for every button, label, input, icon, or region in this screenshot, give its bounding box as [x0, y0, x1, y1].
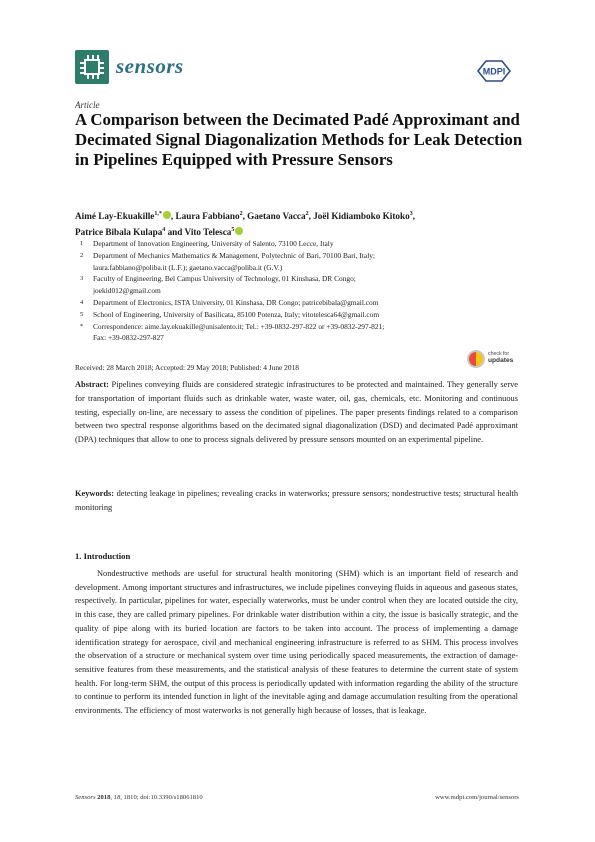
keywords-text: detecting leakage in pipelines; revealing cracks in waterworks; pressure sensors; nondestructive tests; structural health monitoring — [75, 489, 519, 512]
affiliation-line: joekid012@gmail.com — [93, 286, 161, 296]
affiliation-number: 1 — [80, 240, 84, 247]
affiliation-item — [75, 273, 525, 297]
mdpi-logo-text: MDPI — [482, 66, 506, 77]
author-affiliation-mark: 1,* — [154, 211, 162, 217]
check-for-updates-button[interactable] — [467, 349, 521, 371]
affiliation-number: 4 — [80, 299, 84, 306]
check-updates-line1: check for — [488, 351, 510, 357]
affiliation-text — [93, 238, 523, 250]
author-separator: and — [165, 227, 185, 238]
keywords-label: Keywords: — [75, 489, 115, 498]
affiliation-line: Department of Mechanics Mathematics & Management, Polytechnic of Bari, 70100 Bari, Italy; — [93, 250, 375, 260]
author-separator: , — [308, 211, 314, 222]
footer-url[interactable]: www.mdpi.com/journal/sensors — [435, 794, 519, 801]
affiliation-item — [75, 309, 525, 321]
affiliation-line: Fax: +39-0832-297-827 — [93, 333, 164, 343]
journal-name[interactable]: sensors — [116, 54, 184, 78]
affiliation-item — [75, 238, 525, 250]
affiliation-item — [75, 250, 525, 274]
footer-citation: Sensors 2018, 18, 1810; doi:10.3390/s18061810 — [75, 794, 203, 801]
check-updates-icon — [467, 350, 485, 368]
affiliation-number: * — [80, 322, 84, 330]
abstract — [75, 378, 518, 447]
author-separator: , — [170, 211, 176, 222]
section-heading: 1. Introduction — [75, 551, 131, 561]
abstract-label: Abstract: — [75, 380, 109, 389]
affiliation-line: School of Engineering, University of Basilicata, 85100 Potenza, Italy; vitotelesca64@gmail.com — [93, 309, 380, 319]
affiliation-line: Department of Innovation Engineering, University of Salento, 73100 Lecce, Italy — [93, 239, 334, 248]
keywords — [75, 487, 518, 515]
orcid-icon[interactable] — [163, 211, 171, 219]
author-list — [75, 207, 525, 239]
affiliation-line: laura.fabbiano@poliba.it (L.F.); gaetano.vacca@poliba.it (G.V.) — [93, 262, 283, 272]
affiliation-text — [93, 297, 523, 309]
publication-dates: Received: 28 March 2018; Accepted: 29 May 2018; Published: 4 June 2018 — [75, 363, 299, 372]
author-name: Aimé Lay-Ekuakille — [75, 211, 155, 222]
orcid-icon[interactable] — [235, 227, 243, 235]
affiliation-text — [93, 250, 523, 274]
affiliation-number: 3 — [80, 275, 84, 283]
affiliation-text — [93, 321, 523, 345]
author-affiliation-mark: 2 — [239, 211, 243, 217]
author-affiliation-mark: 2 — [305, 211, 309, 217]
author-name: Joël Kidiamboko Kitoko — [313, 211, 410, 222]
article-title: A Comparison between the Decimated Padé Approximant and Decimated Signal Diagonalization Methods for Leak Detection in Pipelines Equipped with Pressure Sensors — [75, 110, 523, 169]
affiliation-number: 5 — [80, 310, 84, 318]
check-updates-line2: updates — [488, 357, 514, 364]
article-type: Article — [75, 100, 100, 110]
affiliation-item — [75, 297, 525, 309]
author-affiliation-mark: 3 — [409, 211, 413, 217]
affiliation-line: Faculty of Engineering, Bel Campus University of Technology, 01 Kinshasa, DR Congo; — [93, 274, 356, 284]
affiliation-text — [93, 273, 523, 297]
introduction-paragraph: Nondestructive methods are useful for structural health monitoring (SHM) which is an important field of research and development. Among important structures and infrastructures, we include pipelines conveying fluids in aqueous and gaseous states, respectively. In particular, pipelines for water, especially waterworks, must be under control when they are located outside the city, in this case, they are called primary pipelines. For drinkable water distribution within a city, the issue is basically strategic, and the quality of pipe along with its buried location are factors to be taken into account. The process of implementing a damage identification strategy for aerospace, civil and mechanical engineering infrastructure is referred to as SHM. This process involves the observation of a structure or mechanical system over time using periodically spaced measurements, the extraction of damage-sensitive features from these measurements, and the statistical analysis of these features to determine the current state of system health. For long-term SHM, the output of this process is periodically updated with information regarding the ability of the structure to continue to perform its intended function in light of the inevitable aging and damage accumulation resulting from the operational environments. The efficiency of most waterworks is not generally high because of losses, that is leakage. — [75, 569, 518, 716]
author-name: Vito Telesca — [184, 227, 232, 238]
author-affiliation-mark: 4 — [162, 227, 166, 234]
author-name: Patrice Bibala Kulapa — [75, 227, 163, 238]
author-affiliation-mark: 5 — [231, 227, 235, 234]
footer-doi: , 1810; doi:10.3390/s18061810 — [120, 794, 203, 801]
abstract-text: Pipelines conveying fluids are considered strategic infrastructures to be protected and maintained. They generally serve for transportation of important fluids such as drinkable water, waste water, oil, gas, chemicals, etc. Monitoring and continuous testing, especially on-line, are necessary to assess the condition of pipelines. The paper presents findings related to a comparison between two spectral response algorithms based on the decimated signal diagonalization (DSD) and decimated Padé approximant (DPA) techniques that allow to one to process signals delivered by pressure sensors mounted on an experimental pipeline. — [75, 380, 519, 445]
author-name: Laura Fabbiano — [175, 211, 240, 222]
mdpi-logo[interactable] — [472, 59, 516, 83]
author-separator: , — [242, 211, 248, 222]
author-separator: , — [412, 211, 415, 222]
affiliation-number: 2 — [80, 251, 84, 259]
author-name: Gaetano Vacca — [247, 211, 306, 222]
footer-volume: 18 — [113, 794, 121, 801]
chip-icon — [84, 59, 100, 75]
affiliation-line: Correspondence: aime.lay.ekuakille@unisalento.it; Tel.: +39-0832-297-822 or +39-0832-297-821; — [93, 321, 385, 331]
journal-logo — [75, 50, 109, 84]
footer-journal: Sensors — [75, 794, 96, 801]
affiliation-text — [93, 309, 523, 321]
footer-year: 2018 — [97, 794, 111, 801]
affiliation-item — [75, 321, 525, 345]
affiliation-line: Department of Electronics, ISTA University, 01 Kinshasa, DR Congo; patricebibala@gmail.com — [93, 298, 379, 307]
